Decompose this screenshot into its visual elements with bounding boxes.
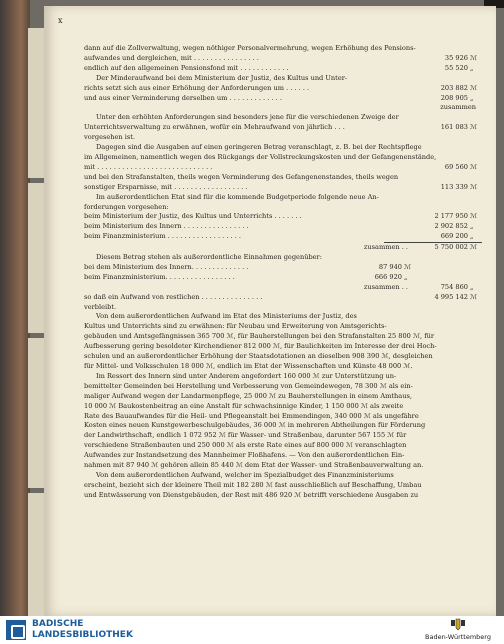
- text-line: [84, 222, 482, 232]
- text-line: [84, 212, 482, 222]
- line-unit: ℳ: [470, 83, 478, 92]
- book-binding: [0, 0, 30, 644]
- amount-spacer: [416, 263, 482, 273]
- page-marker: x: [58, 16, 63, 25]
- line-text: Dagegen sind die Ausgaben auf einen geringeren Betrag veranschlagt, z. B. bei der Rechtspflege: [96, 143, 422, 152]
- amount-spacer: [416, 273, 482, 283]
- line-unit: „: [470, 232, 474, 241]
- text-line: [84, 312, 482, 322]
- crest-icon: [449, 618, 467, 632]
- text-line: [84, 372, 482, 382]
- line-text: für Mittel- und Volksschulen 18 000 ℳ, endlich im Etat der Wissenschaften und Künste 48 000 ℳ.: [84, 362, 413, 370]
- text-line: [84, 471, 482, 481]
- line-amount: 4 995 142: [434, 292, 468, 301]
- text-line: [84, 232, 482, 242]
- text-line: [84, 362, 482, 372]
- line-unit: ℳ: [470, 123, 478, 132]
- line-text: Rate des Bauaufwandes für die Heil- und Pflegeanstalt bei Emmendingen, 340 000 ℳ als ungefähre: [84, 411, 419, 420]
- line-unit: ℳ: [470, 292, 478, 301]
- line-text: forderungen vorgesehen:: [84, 202, 169, 211]
- line-text: Diesem Betrag stehen als außerordentliche Einnahmen gegenüber:: [96, 253, 322, 262]
- text-line: [84, 163, 482, 173]
- line-text: bei dem Ministerium des Innern. . . . . . . . . . . . . .: [84, 262, 249, 271]
- text-line: [84, 402, 482, 412]
- text-line: [84, 421, 482, 431]
- line-text: beim Ministerium des Innern . . . . . . . . . . . . . . . .: [84, 222, 249, 231]
- line-text: 10 000 ℳ Baukostenbeitrag an eine Anstalt für schwachsinnige Kinder, 1 150 000 ℳ als zweite: [84, 401, 404, 410]
- line-unit: „: [470, 282, 474, 291]
- text-line: [84, 183, 482, 193]
- text-line: [84, 253, 482, 263]
- line-amount: 2 177 950: [434, 212, 468, 221]
- line-text: Kosten eines neuen Kunstgewerbeschulgebäudes, 36 000 ℳ in mehreren Abtheilungen für Förderung: [84, 421, 426, 430]
- text-line: [84, 342, 482, 352]
- line-amount: 2 902 852: [434, 222, 468, 231]
- line-text: Der Minderaufwand bei dem Ministerium der Justiz, des Kultus und Unter-: [96, 73, 348, 82]
- text-line: [84, 273, 482, 283]
- text-line: [84, 123, 482, 133]
- line-text: im Allgemeinen, namentlich wegen des Rückgangs der Vollstreckungskosten und der Gefangenenstände,: [84, 152, 437, 161]
- text-line: [84, 392, 482, 402]
- line-unit: ℳ: [470, 162, 478, 171]
- line-amount: 113 339: [440, 182, 468, 191]
- text-line: [84, 322, 482, 332]
- line-text: mit . . . . . . . . . . . . . . . . . . . . . . . . . . . .: [84, 162, 213, 171]
- text-line: [84, 84, 482, 94]
- text-line: [84, 94, 482, 104]
- text-line: [84, 243, 482, 253]
- line-text: Unterrichtsverwaltung zu erwähnen, wofür ein Mehraufwand von jährlich . . .: [84, 123, 345, 132]
- text-line: [84, 153, 482, 163]
- line-text: zusammen . .: [363, 243, 408, 252]
- line-unit: ℳ: [470, 243, 478, 252]
- line-text: Unter den erhöhten Anforderungen sind besonders jene für die verschiedenen Zweige der: [96, 113, 399, 122]
- line-amount: 669 200: [440, 232, 468, 241]
- line-amount: 5 750 002: [434, 243, 468, 252]
- document-page: [44, 6, 496, 616]
- text-line: [84, 103, 482, 113]
- state-label: Baden-Württemberg: [425, 633, 491, 641]
- library-name-line1: BADISCHE: [32, 619, 84, 629]
- text-line: [84, 74, 482, 84]
- line-text: und aus einer Verminderung derselben um . . . . . . . . . . . . .: [84, 93, 282, 102]
- line-unit: ℳ: [470, 53, 478, 62]
- line-amount: 69 560: [444, 162, 468, 171]
- text-line: [84, 193, 482, 203]
- line-text: so daß ein Aufwand von restlichen . . . . . . . . . . . . . . .: [84, 292, 263, 301]
- line-subunit: „: [404, 272, 408, 281]
- line-text: und Entwässerung von Dienstgebäuden, der Rest mit 486 920 ℳ betrifft verschiedene Ausgaben zu: [84, 490, 419, 499]
- line-text: Im außerordentlichen Etat sind für die kommende Budgetperiode folgende neue An-: [96, 192, 379, 201]
- state-logo[interactable]: [418, 618, 498, 641]
- line-text: Kultus und Unterrichts sind zu erwähnen: für Neubau und Erweiterung von Amtsgerichts-: [84, 322, 387, 331]
- library-logo-icon: [6, 620, 26, 640]
- text-line: [84, 332, 482, 342]
- body-text: [84, 44, 482, 501]
- library-name[interactable]: [32, 619, 133, 641]
- line-text: verschiedene Straßenbauten und 250 000 ℳ als erste Rate eines auf 800 000 ℳ veranschlagten: [84, 441, 407, 450]
- text-line: [84, 203, 482, 213]
- line-subamount: 666 920: [374, 272, 402, 281]
- footer-bar: [0, 616, 504, 644]
- library-name-line2: LANDESBIBLIOTHEK: [32, 630, 133, 640]
- text-line: [84, 64, 482, 74]
- line-text: richts setzt sich aus einer Erhöhung der Anforderungen um . . . . . .: [84, 83, 310, 92]
- line-amount: 161 083: [440, 123, 468, 132]
- line-text: bemittelter Gemeinden bei Herstellung und Verbesserung von Gemeindewegen, 78 300 ℳ als ein-: [84, 381, 413, 390]
- line-text: nahmen mit 87 940 ℳ gehören allein 85 440 ℳ dem Etat der Wasser- und Straßenbauverwaltung an.: [84, 461, 424, 470]
- line-text: beim Finanzministerium. . . . . . . . . . . . . . . . .: [84, 272, 235, 281]
- line-amount: 754 860: [440, 282, 468, 291]
- line-text: erscheint, bezieht sich der kleinere Theil mit 182 280 ℳ fast ausschließlich auf Beschaffung, Umbau: [84, 480, 422, 489]
- line-text: beim Ministerium der Justiz, des Kultus und Unterrichts . . . . . . .: [84, 212, 302, 221]
- line-text: Von dem außerordentlichen Aufwand im Etat des Ministeriums der Justiz, des: [96, 312, 357, 321]
- line-amount: 203 882: [440, 83, 468, 92]
- line-unit: „: [470, 222, 474, 231]
- line-text: Im Ressort des Innern sind unter Anderem angefordert 160 000 ℳ zur Unterstützung un-: [96, 371, 397, 380]
- line-text: zusammen . .: [363, 282, 408, 291]
- line-unit: „: [470, 63, 474, 72]
- text-line: [84, 481, 482, 491]
- line-text: Aufwandes zur Instandsetzung des Mannheimer Floßhafens. — Von den außerordentlichen Ein-: [84, 451, 405, 460]
- text-line: [84, 451, 482, 461]
- line-text: vorgesehen ist.: [84, 133, 135, 142]
- line-subunit: ℳ: [404, 262, 412, 271]
- line-amount: 35 926: [444, 53, 468, 62]
- line-text: schulen und an außerordentlicher Erhöhung der Staatsdotationen an dieselben 908 390 ℳ, desgleichen: [84, 352, 433, 361]
- line-text: endlich auf den allgemeinen Pensionsfond mit . . . . . . . . . . . .: [84, 63, 289, 72]
- line-text: verbleibt.: [84, 302, 117, 311]
- line-text: dann auf die Zollverwaltung, wegen nöthiger Personalvermehrung, wegen Erhöhung des Pensions-: [84, 44, 416, 52]
- line-unit: ℳ: [470, 182, 478, 191]
- text-line: [84, 352, 482, 362]
- text-line: [84, 382, 482, 392]
- line-unit: „: [470, 93, 474, 102]
- line-text: zusammen: [440, 103, 476, 112]
- line-text: aufwandes und dergleichen, mit . . . . . . . . . . . . . . . .: [84, 53, 259, 62]
- text-line: [84, 54, 482, 64]
- text-line: [84, 293, 482, 303]
- line-text: Von dem außerordentlichen Aufwand, welcher im Spezialbudget des Finanzministeriums: [96, 470, 394, 479]
- text-line: [84, 303, 482, 313]
- line-amount: 55 520: [444, 63, 468, 72]
- line-text: maliger Aufwand wegen der Landarmenpflege, 25 000 ℳ zu Bauherstellungen in einem Amthaus,: [84, 391, 412, 400]
- text-line: [84, 491, 482, 501]
- line-amount: 208 905: [440, 93, 468, 102]
- line-text: der Landwirthschaft, endlich 1 072 952 ℳ für Wasser- und Straßenbau, darunter 567 155 ℳ für: [84, 431, 407, 440]
- line-text: sonstiger Ersparnisse, mit . . . . . . . . . . . . . . . . . .: [84, 182, 248, 191]
- text-line: [84, 173, 482, 183]
- text-line: [84, 431, 482, 441]
- text-line: [84, 441, 482, 451]
- text-line: [84, 133, 482, 143]
- line-text: gebäuden und Amtsgefängnissen 365 700 ℳ, für Bauherstellungen bei den Strafanstalten 25 800 ℳ, für: [84, 332, 435, 341]
- text-line: [84, 283, 482, 293]
- line-text: beim Finanzministerium . . . . . . . . . . . . . . . . . .: [84, 232, 242, 241]
- text-line: [84, 461, 482, 471]
- text-line: [84, 44, 482, 54]
- text-line: [84, 143, 482, 153]
- text-line: [84, 412, 482, 422]
- line-text: und bei den Strafanstalten, theils wegen Verminderung des Gefangenenstandes, theils wegen: [84, 172, 399, 181]
- line-subamount: 87 940: [378, 262, 402, 271]
- text-line: [84, 113, 482, 123]
- line-unit: ℳ: [470, 212, 478, 221]
- text-line: [84, 263, 482, 273]
- line-text: Aufbesserung gering besoldeter Kirchendiener 812 000 ℳ, für Baulichkeiten im Interesse der drei Hoch-: [84, 342, 437, 351]
